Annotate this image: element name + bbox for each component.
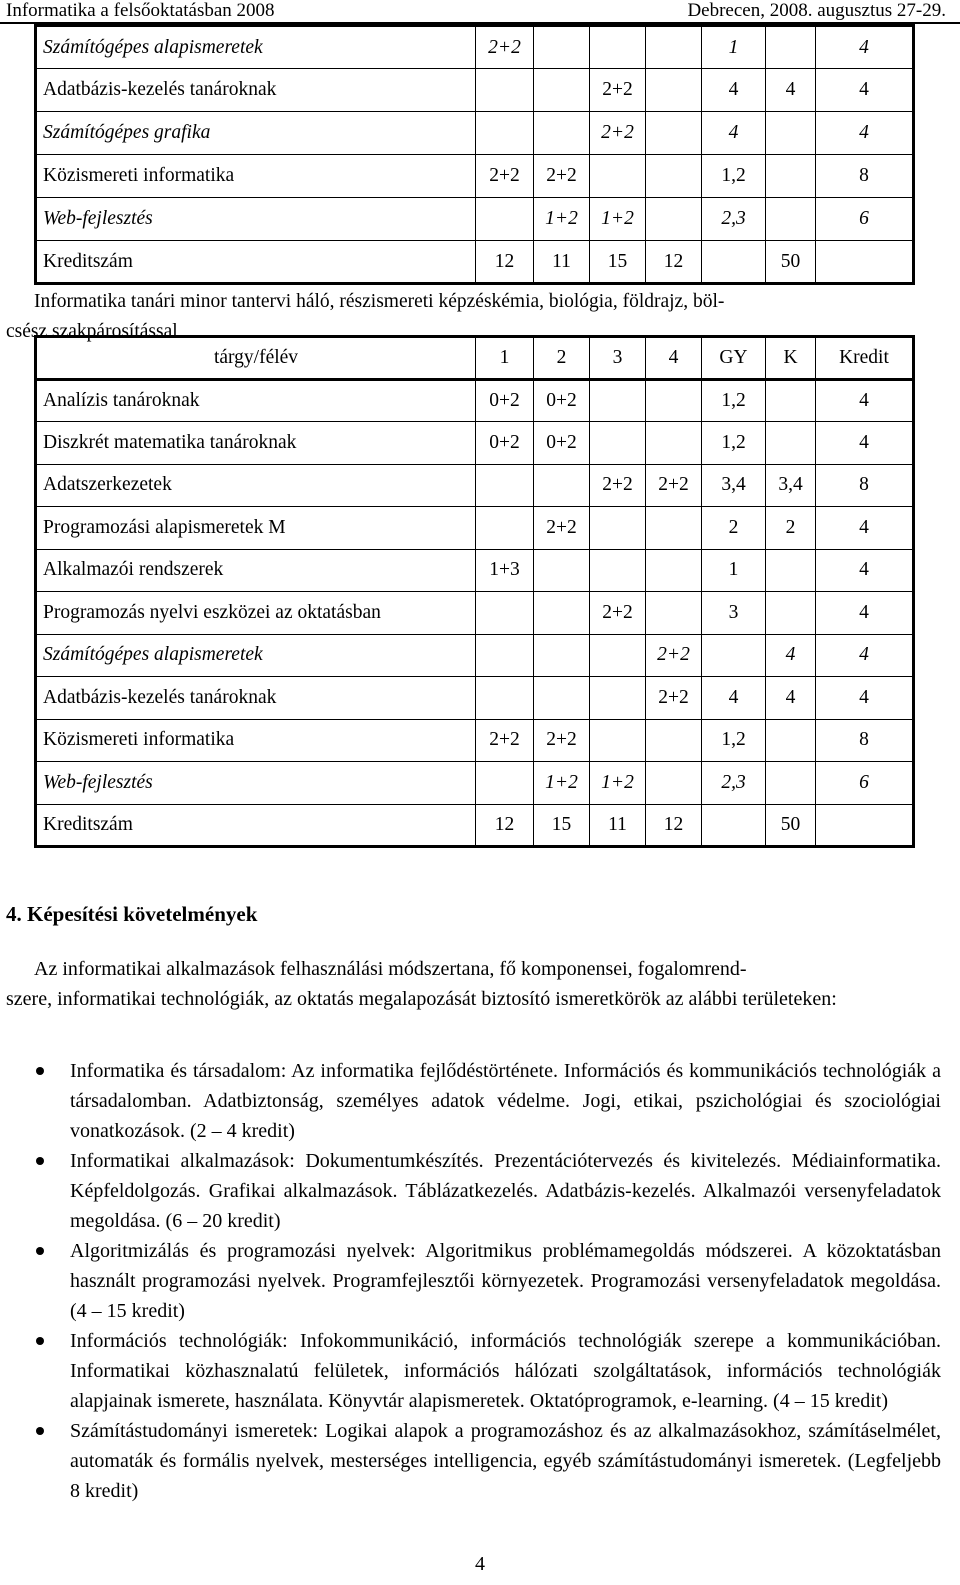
list-item-text: Információs technológiák: Infokommunikáció, információs technológiák szerepe a kommunikációban. Informatikai közhasznalatú felületek, információs hálózati szolgáltatások, információs technológiák alapjainak ismerete, használata. Könyvtár alapismeretek. Oktatóprogramok, e-learning. (4 – 15 kredit) <box>70 1330 941 1412</box>
table-row <box>36 634 914 677</box>
value-cell-c1: 0+2 <box>476 379 534 422</box>
course-name-cell: Adatbázis-kezelés tanároknak <box>36 677 476 720</box>
course-name-cell: Számítógépes alapismeretek <box>36 634 476 677</box>
course-name-cell: Közismereti informatika <box>36 155 476 198</box>
value-cell-kredit: 4 <box>816 379 914 422</box>
value-cell-k <box>766 762 816 805</box>
value-cell-gy: 1 <box>702 26 766 69</box>
list-item <box>36 1416 941 1506</box>
value-cell-k: 3,4 <box>766 464 816 507</box>
course-name-cell: Diszkrét matematika tanároknak <box>36 422 476 465</box>
value-cell-c4 <box>646 422 702 465</box>
value-cell-kredit: 6 <box>816 762 914 805</box>
value-cell-c3 <box>590 155 646 198</box>
value-cell-k <box>766 198 816 241</box>
value-cell-c3: 2+2 <box>590 69 646 112</box>
value-cell-gy <box>702 634 766 677</box>
value-cell-c1 <box>476 198 534 241</box>
course-name-cell: Közismereti informatika <box>36 719 476 762</box>
value-cell-gy: 1,2 <box>702 379 766 422</box>
list-item-text: Algoritmizálás és programozási nyelvek: Algoritmikus problémamegoldás módszerei. A közoktatásban használt programozási nyelvek. Programfejlesztői környezetek. Programozási versenyfeladatok megoldása. (4 – 15 kredit) <box>70 1240 941 1322</box>
header-subject-semester: tárgy/félév <box>36 337 476 380</box>
value-cell-c3 <box>590 26 646 69</box>
minor-curriculum-table <box>34 335 915 848</box>
value-cell-c2: 15 <box>534 804 590 847</box>
table-header-row <box>36 337 914 380</box>
value-cell-kredit: 4 <box>816 549 914 592</box>
value-cell-kredit: 4 <box>816 677 914 720</box>
value-cell-kredit: 4 <box>816 507 914 550</box>
value-cell-k: 2 <box>766 507 816 550</box>
value-cell-c2 <box>534 112 590 155</box>
table-row <box>36 592 914 635</box>
value-cell-c2: 2+2 <box>534 155 590 198</box>
value-cell-c3: 1+2 <box>590 762 646 805</box>
header-semester-4: 4 <box>646 337 702 380</box>
value-cell-c1: 2+2 <box>476 719 534 762</box>
value-cell-c2: 0+2 <box>534 379 590 422</box>
value-cell-c2: 1+2 <box>534 198 590 241</box>
header-kredit: Kredit <box>816 337 914 380</box>
page-header <box>0 0 960 22</box>
value-cell-gy: 1 <box>702 549 766 592</box>
value-cell-c1: 2+2 <box>476 155 534 198</box>
value-cell-c1 <box>476 112 534 155</box>
value-cell-c2 <box>534 69 590 112</box>
value-cell-kredit: 4 <box>816 112 914 155</box>
header-conference-title: Informatika a felsőoktatásban 2008 <box>6 0 275 21</box>
table-row <box>36 155 914 198</box>
value-cell-c4 <box>646 762 702 805</box>
value-cell-c1 <box>476 69 534 112</box>
table-row <box>36 804 914 847</box>
value-cell-gy: 3 <box>702 592 766 635</box>
value-cell-c1: 12 <box>476 241 534 284</box>
value-cell-c2 <box>534 634 590 677</box>
value-cell-k <box>766 719 816 762</box>
course-name-cell: Programozási alapismeretek M <box>36 507 476 550</box>
value-cell-k <box>766 26 816 69</box>
value-cell-k: 4 <box>766 677 816 720</box>
header-semester-2: 2 <box>534 337 590 380</box>
course-name-cell: Web-fejlesztés <box>36 762 476 805</box>
table-row <box>36 677 914 720</box>
bullet-icon <box>36 1157 44 1165</box>
value-cell-kredit <box>816 804 914 847</box>
value-cell-c2 <box>534 677 590 720</box>
value-cell-gy: 2 <box>702 507 766 550</box>
value-cell-k <box>766 379 816 422</box>
table-row <box>36 379 914 422</box>
paragraph-line-1: Az informatikai alkalmazások felhasználási módszertana, fő komponensei, fogalomrend- <box>34 958 747 980</box>
course-name-cell: Adatszerkezetek <box>36 464 476 507</box>
caption-line-2: csész szakpárosítással <box>6 321 178 342</box>
value-cell-k <box>766 422 816 465</box>
value-cell-c2: 1+2 <box>534 762 590 805</box>
value-cell-k: 50 <box>766 804 816 847</box>
header-k: K <box>766 337 816 380</box>
value-cell-c3 <box>590 422 646 465</box>
course-name-cell: Kreditszám <box>36 241 476 284</box>
value-cell-c4 <box>646 549 702 592</box>
paragraph-rest: szere, informatikai technológiák, az oktatás megalapozását biztosító ismeretkörök az alábbi területeken: <box>6 988 837 1010</box>
value-cell-c2 <box>534 464 590 507</box>
value-cell-c3 <box>590 634 646 677</box>
table-row <box>36 464 914 507</box>
value-cell-c4: 2+2 <box>646 464 702 507</box>
requirements-list <box>36 1056 941 1506</box>
value-cell-c1 <box>476 464 534 507</box>
bullet-icon <box>36 1427 44 1435</box>
value-cell-gy: 1,2 <box>702 422 766 465</box>
value-cell-c3 <box>590 677 646 720</box>
section-title: 4. Képesítési követelmények <box>6 902 258 926</box>
list-item-text: Számítástudományi ismeretek: Logikai alapok a programozáshoz és az alkalmazásokhoz, számításelmélet, automaták és formális nyelvek, mesterséges intelligencia, egyéb számítástudományi ismeretek. (Legfeljebb 8 kredit) <box>70 1420 941 1502</box>
list-item-text: Informatika és társadalom: Az informatika fejlődéstörténete. Információs és kommunikációs technológiák a társadalomban. Adatbiztonság, személyes adatok védelme. Jogi, etikai, pszichológiai és szociológiai vonatkozások. (2 – 4 kredit) <box>70 1060 941 1142</box>
value-cell-c4: 12 <box>646 241 702 284</box>
value-cell-c3: 2+2 <box>590 464 646 507</box>
value-cell-kredit <box>816 241 914 284</box>
value-cell-c4: 12 <box>646 804 702 847</box>
list-item <box>36 1146 941 1236</box>
table-row <box>36 241 914 284</box>
value-cell-c3: 1+2 <box>590 198 646 241</box>
bullet-icon <box>36 1247 44 1255</box>
table-row <box>36 198 914 241</box>
table-row <box>36 422 914 465</box>
course-name-cell: Számítógépes alapismeretek <box>36 26 476 69</box>
course-name-cell: Alkalmazói rendszerek <box>36 549 476 592</box>
list-item <box>36 1326 941 1416</box>
value-cell-c2: 2+2 <box>534 507 590 550</box>
value-cell-gy <box>702 804 766 847</box>
header-location-date: Debrecen, 2008. augusztus 27-29. <box>687 0 946 21</box>
value-cell-c4: 2+2 <box>646 634 702 677</box>
table-row <box>36 549 914 592</box>
value-cell-gy: 2,3 <box>702 762 766 805</box>
value-cell-c2: 2+2 <box>534 719 590 762</box>
value-cell-c1 <box>476 592 534 635</box>
caption-line-1: Informatika tanári minor tantervi háló, részismereti képzéskémia, biológia, földrajz, böl- <box>34 291 725 312</box>
value-cell-kredit: 8 <box>816 155 914 198</box>
course-name-cell: Analízis tanároknak <box>36 379 476 422</box>
value-cell-kredit: 4 <box>816 592 914 635</box>
table-row <box>36 762 914 805</box>
value-cell-c2 <box>534 26 590 69</box>
value-cell-kredit: 4 <box>816 422 914 465</box>
value-cell-c3: 15 <box>590 241 646 284</box>
value-cell-c3 <box>590 549 646 592</box>
value-cell-k <box>766 549 816 592</box>
value-cell-c3 <box>590 507 646 550</box>
value-cell-c4 <box>646 26 702 69</box>
value-cell-c1: 0+2 <box>476 422 534 465</box>
header-semester-3: 3 <box>590 337 646 380</box>
value-cell-gy <box>702 241 766 284</box>
bullet-icon <box>36 1067 44 1075</box>
value-cell-kredit: 4 <box>816 69 914 112</box>
value-cell-c2 <box>534 592 590 635</box>
course-name-cell: Kreditszám <box>36 804 476 847</box>
value-cell-c4 <box>646 198 702 241</box>
table-row <box>36 69 914 112</box>
value-cell-c2 <box>534 549 590 592</box>
value-cell-c3 <box>590 719 646 762</box>
value-cell-k <box>766 592 816 635</box>
value-cell-k: 4 <box>766 634 816 677</box>
value-cell-kredit: 6 <box>816 198 914 241</box>
value-cell-c3: 2+2 <box>590 592 646 635</box>
value-cell-gy: 1,2 <box>702 155 766 198</box>
value-cell-c1: 12 <box>476 804 534 847</box>
value-cell-c4 <box>646 507 702 550</box>
table-row <box>36 507 914 550</box>
header-semester-1: 1 <box>476 337 534 380</box>
value-cell-gy: 4 <box>702 677 766 720</box>
value-cell-c2: 11 <box>534 241 590 284</box>
value-cell-gy: 4 <box>702 112 766 155</box>
value-cell-c1: 1+3 <box>476 549 534 592</box>
value-cell-kredit: 4 <box>816 26 914 69</box>
value-cell-c1 <box>476 762 534 805</box>
course-name-cell: Programozás nyelvi eszközei az oktatásban <box>36 592 476 635</box>
value-cell-k <box>766 112 816 155</box>
value-cell-c4 <box>646 379 702 422</box>
value-cell-c1 <box>476 677 534 720</box>
course-name-cell: Adatbázis-kezelés tanároknak <box>36 69 476 112</box>
value-cell-k: 50 <box>766 241 816 284</box>
value-cell-kredit: 8 <box>816 719 914 762</box>
value-cell-c4 <box>646 155 702 198</box>
value-cell-k: 4 <box>766 69 816 112</box>
value-cell-c3: 2+2 <box>590 112 646 155</box>
value-cell-c4 <box>646 592 702 635</box>
table-row <box>36 719 914 762</box>
value-cell-gy: 4 <box>702 69 766 112</box>
value-cell-gy: 2,3 <box>702 198 766 241</box>
course-name-cell: Web-fejlesztés <box>36 198 476 241</box>
list-item-text: Informatikai alkalmazások: Dokumentumkészítés. Prezentációtervezés és kivitelezés. Médiainformatika. Képfeldolgozás. Grafikai alkalmazások. Táblázatkezelés. Adatbázis-kezelés. Alkalmazói versenyfeladatok megoldása. (6 – 20 kredit) <box>70 1150 941 1232</box>
value-cell-c1 <box>476 507 534 550</box>
value-cell-c3 <box>590 379 646 422</box>
value-cell-gy: 3,4 <box>702 464 766 507</box>
table-row <box>36 112 914 155</box>
value-cell-c3: 11 <box>590 804 646 847</box>
value-cell-c4 <box>646 719 702 762</box>
value-cell-c4 <box>646 112 702 155</box>
curriculum-table-continued <box>34 24 915 285</box>
intro-paragraph <box>6 954 946 1014</box>
value-cell-k <box>766 155 816 198</box>
value-cell-c4 <box>646 69 702 112</box>
page-number: 4 <box>475 1553 485 1575</box>
value-cell-gy: 1,2 <box>702 719 766 762</box>
table-row <box>36 26 914 69</box>
value-cell-c2: 0+2 <box>534 422 590 465</box>
value-cell-kredit: 8 <box>816 464 914 507</box>
list-item <box>36 1056 941 1146</box>
header-gy: GY <box>702 337 766 380</box>
value-cell-c4: 2+2 <box>646 677 702 720</box>
list-item <box>36 1236 941 1326</box>
value-cell-c1 <box>476 634 534 677</box>
bullet-icon <box>36 1337 44 1345</box>
value-cell-c1: 2+2 <box>476 26 534 69</box>
course-name-cell: Számítógépes grafika <box>36 112 476 155</box>
value-cell-kredit: 4 <box>816 634 914 677</box>
